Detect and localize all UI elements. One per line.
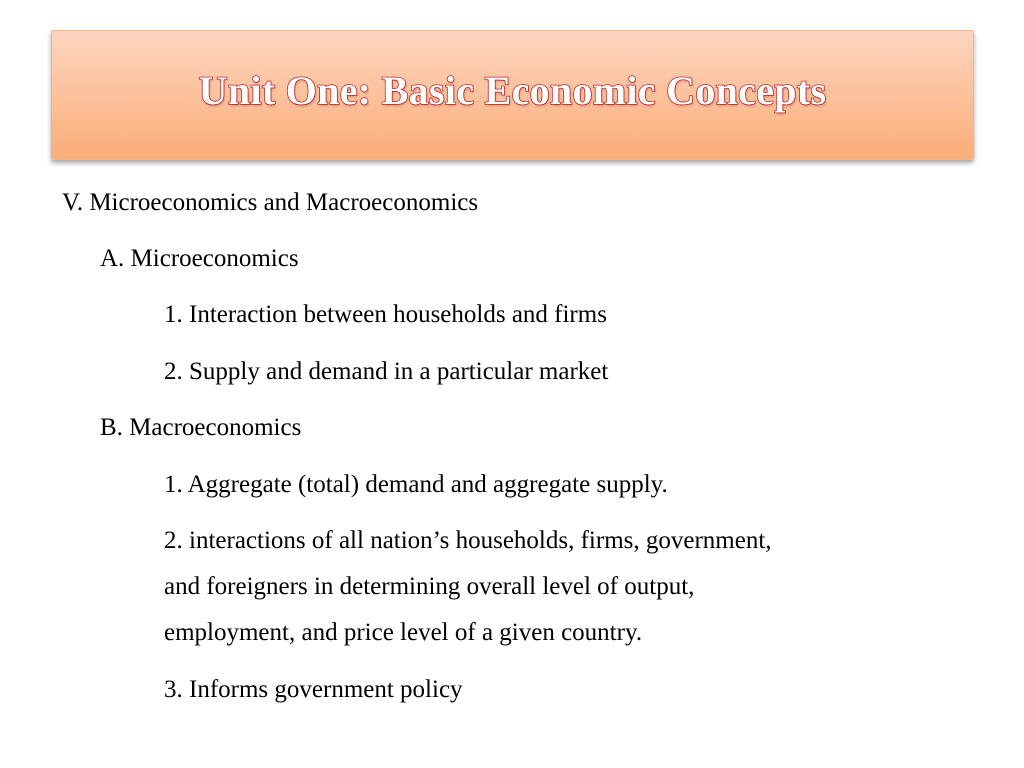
outline-item-continued: employment, and price level of a given country. (164, 619, 643, 646)
outline-subheading-macro: B. Macroeconomics (100, 414, 302, 441)
outline-item-continued: and foreigners in determining overall level of output, (164, 573, 695, 600)
outline-item: 2. Supply and demand in a particular market (164, 358, 609, 385)
slide-title: Unit One: Basic Economic Concepts (198, 67, 827, 113)
outline-item: 1. Aggregate (total) demand and aggregate supply. (164, 471, 668, 498)
outline-item: 1. Interaction between households and firms (164, 301, 607, 328)
outline-item: 3. Informs government policy (164, 676, 463, 703)
outline-item: 2. interactions of all nation’s households, firms, government, (164, 527, 772, 554)
outline-subheading-micro: A. Microeconomics (100, 245, 299, 272)
outline-heading: V. Microeconomics and Macroeconomics (62, 189, 479, 216)
